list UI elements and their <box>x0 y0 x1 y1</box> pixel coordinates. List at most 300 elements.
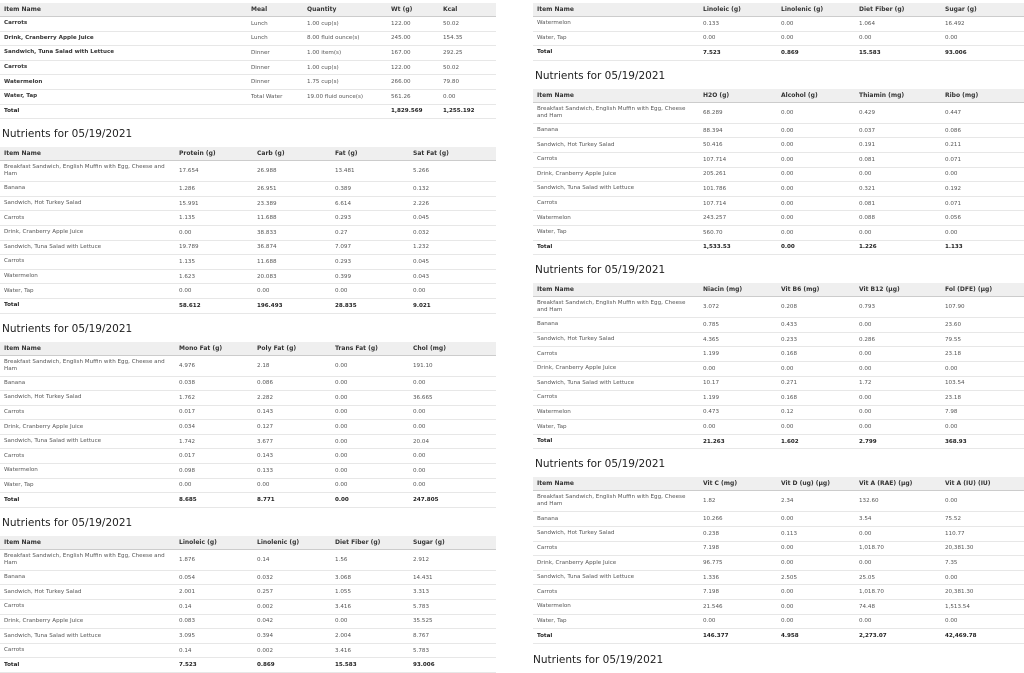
value-cell: 167.00 <box>387 46 439 61</box>
total-value: 1.226 <box>855 240 941 255</box>
total-value: 2,273.07 <box>855 629 941 644</box>
table-row <box>0 391 496 406</box>
value-cell: 0.00 <box>941 491 1024 512</box>
value-cell: 0.00 <box>777 182 855 197</box>
column-header[interactable]: H2O (g) <box>699 89 777 103</box>
value-cell: 0.088 <box>855 211 941 226</box>
value-cell: 0.00 <box>777 585 855 600</box>
column-header[interactable]: Vit D (ug) (µg) <box>777 477 855 491</box>
table-row <box>0 284 496 299</box>
table-row <box>533 347 1024 362</box>
value-cell: 0.133 <box>253 464 331 479</box>
value-cell: 0.00 <box>777 196 855 211</box>
value-cell: 36.874 <box>253 240 331 255</box>
value-cell: 0.00 <box>331 355 409 376</box>
table-row <box>0 89 496 104</box>
table-row <box>533 152 1024 167</box>
value-cell: 0.132 <box>409 182 496 197</box>
value-cell: 0.00 <box>699 420 777 435</box>
value-cell: 0.00 <box>855 361 941 376</box>
value-cell: Lunch <box>247 17 303 32</box>
value-cell: 15.991 <box>175 196 253 211</box>
value-cell: 68.289 <box>699 102 777 123</box>
total-value <box>247 104 303 119</box>
value-cell: 0.785 <box>699 318 777 333</box>
total-row <box>533 434 1024 449</box>
total-value: 8.685 <box>175 493 253 508</box>
value-cell: 0.14 <box>253 549 331 570</box>
value-cell: 2.18 <box>253 355 331 376</box>
table-row <box>0 31 496 46</box>
value-cell: 0.00 <box>855 167 941 182</box>
value-cell: 26.951 <box>253 182 331 197</box>
table-row <box>533 17 1024 32</box>
table-row <box>0 405 496 420</box>
table-row <box>533 556 1024 571</box>
column-header[interactable]: Sugar (g) <box>941 3 1024 17</box>
value-cell: 0.00 <box>941 167 1024 182</box>
value-cell: 0.00 <box>777 138 855 153</box>
table-row <box>0 17 496 32</box>
column-header[interactable]: Vit A (IU) (IU) <box>941 477 1024 491</box>
value-cell: 0.00 <box>699 614 777 629</box>
value-cell: 0.00 <box>855 391 941 406</box>
value-cell: 19.00 fluid ounce(s) <box>303 89 387 104</box>
value-cell: 1.623 <box>175 269 253 284</box>
meal-items-table <box>0 3 496 119</box>
table-row <box>533 196 1024 211</box>
value-cell: 107.714 <box>699 196 777 211</box>
value-cell: 3.068 <box>331 570 409 585</box>
column-header[interactable]: Linolenic (g) <box>777 3 855 17</box>
column-header[interactable]: Sugar (g) <box>409 536 496 550</box>
item-name-cell: Watermelon <box>533 405 699 420</box>
table-row <box>533 527 1024 542</box>
value-cell: 7.98 <box>941 405 1024 420</box>
table-row <box>533 491 1024 512</box>
value-cell: 0.429 <box>855 102 941 123</box>
value-cell: 26.988 <box>253 161 331 182</box>
value-cell: 0.208 <box>777 297 855 318</box>
table-header-row <box>533 89 1024 103</box>
value-cell: 0.00 <box>331 391 409 406</box>
value-cell: 0.017 <box>175 449 253 464</box>
item-name-cell: Sandwich, Hot Turkey Salad <box>533 332 699 347</box>
value-cell: 101.786 <box>699 182 777 197</box>
table-row <box>533 420 1024 435</box>
item-name-cell: Watermelon <box>533 600 699 615</box>
value-cell: 154.35 <box>439 31 496 46</box>
value-cell: 0.081 <box>855 196 941 211</box>
total-value: 15.583 <box>331 658 409 673</box>
table-row <box>0 376 496 391</box>
item-name-cell: Watermelon <box>533 17 699 32</box>
value-cell: 96.775 <box>699 556 777 571</box>
column-header[interactable]: Item Name <box>533 477 699 491</box>
nutrient-table-continued <box>533 3 1024 61</box>
column-header[interactable]: Vit B6 (mg) <box>777 283 855 297</box>
value-cell: 0.00 <box>777 17 855 32</box>
value-cell: 0.00 <box>777 167 855 182</box>
value-cell: 0.00 <box>855 31 941 46</box>
value-cell: 1.82 <box>699 491 777 512</box>
table-row <box>0 225 496 240</box>
column-header[interactable]: Carb (g) <box>253 147 331 161</box>
value-cell: 0.192 <box>941 182 1024 197</box>
value-cell: 266.00 <box>387 75 439 90</box>
value-cell: 0.00 <box>699 31 777 46</box>
table-row <box>0 478 496 493</box>
value-cell: 5.266 <box>409 161 496 182</box>
column-header[interactable]: Item Name <box>0 147 175 161</box>
value-cell: 7.198 <box>699 585 777 600</box>
item-name-cell: Sandwich, Hot Turkey Salad <box>0 585 175 600</box>
total-row <box>533 46 1024 61</box>
value-cell: 11.688 <box>253 255 331 270</box>
value-cell: 1.876 <box>175 549 253 570</box>
table-row <box>0 240 496 255</box>
value-cell: 0.00 <box>777 512 855 527</box>
value-cell: 292.25 <box>439 46 496 61</box>
value-cell: 0.083 <box>175 614 253 629</box>
value-cell: 75.52 <box>941 512 1024 527</box>
value-cell: 0.00 <box>777 211 855 226</box>
table-header-row <box>0 3 496 17</box>
column-header[interactable]: Item Name <box>0 3 247 17</box>
column-header[interactable]: Linoleic (g) <box>175 536 253 550</box>
column-header[interactable]: Item Name <box>533 3 699 17</box>
table-row <box>533 225 1024 240</box>
value-cell: 0.017 <box>175 405 253 420</box>
value-cell: 0.00 <box>941 570 1024 585</box>
column-header[interactable]: Thiamin (mg) <box>855 89 941 103</box>
nutrient-table <box>0 147 496 313</box>
value-cell: 0.168 <box>777 347 855 362</box>
table-row <box>533 138 1024 153</box>
value-cell: 0.00 <box>777 600 855 615</box>
column-header[interactable]: Meal <box>247 3 303 17</box>
column-header[interactable]: Mono Fat (g) <box>175 342 253 356</box>
value-cell: 0.056 <box>941 211 1024 226</box>
total-value: 58.612 <box>175 298 253 313</box>
table-row <box>0 269 496 284</box>
table-row <box>533 102 1024 123</box>
table-header-row <box>533 3 1024 17</box>
total-row <box>0 493 496 508</box>
value-cell: 132.60 <box>855 491 941 512</box>
value-cell: 0.473 <box>699 405 777 420</box>
section-title: Nutrients for 05/19/2021 <box>535 458 666 471</box>
value-cell: Dinner <box>247 46 303 61</box>
value-cell: 3.54 <box>855 512 941 527</box>
value-cell: 23.18 <box>941 347 1024 362</box>
column-header[interactable]: Vit A (RAE) (µg) <box>855 477 941 491</box>
value-cell: 0.00 <box>409 464 496 479</box>
total-label: Total <box>0 658 175 673</box>
table-row <box>533 123 1024 138</box>
table-header-row <box>0 147 496 161</box>
value-cell: 50.02 <box>439 60 496 75</box>
value-cell: 0.389 <box>331 182 409 197</box>
column-header[interactable]: Item Name <box>533 89 699 103</box>
value-cell: 1.199 <box>699 391 777 406</box>
item-name-cell: Banana <box>0 376 175 391</box>
value-cell: 0.00 <box>941 420 1024 435</box>
item-name-cell: Breakfast Sandwich, English Muffin with Egg, Cheese and Ham <box>533 297 699 318</box>
value-cell: Dinner <box>247 75 303 90</box>
value-cell: 1,513.54 <box>941 600 1024 615</box>
column-header[interactable]: Chol (mg) <box>409 342 496 356</box>
item-name-cell: Water, Tap <box>0 89 247 104</box>
table-row <box>533 297 1024 318</box>
table-row <box>533 211 1024 226</box>
value-cell: 0.238 <box>699 527 777 542</box>
column-header[interactable]: Poly Fat (g) <box>253 342 331 356</box>
value-cell: 0.00 <box>331 284 409 299</box>
value-cell: 2.505 <box>777 570 855 585</box>
table-header-row <box>0 342 496 356</box>
column-header[interactable]: Wt (g) <box>387 3 439 17</box>
value-cell: 0.043 <box>409 269 496 284</box>
value-cell: 1.055 <box>331 585 409 600</box>
table-row <box>533 585 1024 600</box>
column-header[interactable]: Diet Fiber (g) <box>855 3 941 17</box>
value-cell: 0.12 <box>777 405 855 420</box>
value-cell: Lunch <box>247 31 303 46</box>
section-title: Nutrients for 05/19/2021 <box>535 264 666 277</box>
value-cell: 0.127 <box>253 420 331 435</box>
value-cell: 1.00 cup(s) <box>303 60 387 75</box>
column-header[interactable]: Fat (g) <box>331 147 409 161</box>
item-name-cell: Sandwich, Hot Turkey Salad <box>533 527 699 542</box>
value-cell: 35.525 <box>409 614 496 629</box>
column-header[interactable]: Sat Fat (g) <box>409 147 496 161</box>
value-cell: 0.293 <box>331 211 409 226</box>
table-header-row <box>533 477 1024 491</box>
total-value: 1.133 <box>941 240 1024 255</box>
total-value: 0.869 <box>253 658 331 673</box>
column-header[interactable]: Fol (DFE) (µg) <box>941 283 1024 297</box>
item-name-cell: Drink, Cranberry Apple Juice <box>0 225 175 240</box>
value-cell: 0.038 <box>175 376 253 391</box>
table-row <box>0 629 496 644</box>
column-header[interactable]: Protein (g) <box>175 147 253 161</box>
total-label: Total <box>533 629 699 644</box>
value-cell: 1.199 <box>699 347 777 362</box>
table-row <box>0 464 496 479</box>
total-label: Total <box>533 434 699 449</box>
value-cell: 1,018.70 <box>855 541 941 556</box>
item-name-cell: Watermelon <box>533 211 699 226</box>
value-cell: 1.232 <box>409 240 496 255</box>
value-cell: 0.321 <box>855 182 941 197</box>
total-value: 21.263 <box>699 434 777 449</box>
value-cell: 2.004 <box>331 629 409 644</box>
value-cell: 3.095 <box>175 629 253 644</box>
total-value: 93.006 <box>941 46 1024 61</box>
column-header[interactable]: Linolenic (g) <box>253 536 331 550</box>
value-cell: 0.271 <box>777 376 855 391</box>
value-cell: 0.00 <box>409 405 496 420</box>
value-cell: 0.00 <box>941 225 1024 240</box>
item-name-cell: Carrots <box>533 347 699 362</box>
value-cell: 0.00 <box>941 361 1024 376</box>
column-header[interactable]: Trans Fat (g) <box>331 342 409 356</box>
value-cell: 79.55 <box>941 332 1024 347</box>
value-cell: Total Water <box>247 89 303 104</box>
value-cell: 0.00 <box>331 449 409 464</box>
value-cell: 0.00 <box>331 464 409 479</box>
value-cell: 0.00 <box>331 434 409 449</box>
column-header[interactable]: Alcohol (g) <box>777 89 855 103</box>
value-cell: 1.762 <box>175 391 253 406</box>
column-header[interactable]: Diet Fiber (g) <box>331 536 409 550</box>
value-cell: 0.00 <box>941 614 1024 629</box>
value-cell: 0.143 <box>253 449 331 464</box>
value-cell: 191.10 <box>409 355 496 376</box>
value-cell: 2.001 <box>175 585 253 600</box>
item-name-cell: Carrots <box>533 152 699 167</box>
section-title: Nutrients for 05/19/2021 <box>533 653 664 666</box>
table-row <box>0 549 496 570</box>
value-cell: 0.00 <box>699 361 777 376</box>
item-name-cell: Carrots <box>0 600 175 615</box>
column-header[interactable]: Linoleic (g) <box>699 3 777 17</box>
value-cell: 107.714 <box>699 152 777 167</box>
value-cell: 0.399 <box>331 269 409 284</box>
item-name-cell: Banana <box>0 182 175 197</box>
nutrient-table <box>533 89 1024 255</box>
value-cell: 0.00 <box>855 556 941 571</box>
item-name-cell: Breakfast Sandwich, English Muffin with Egg, Cheese and Ham <box>0 549 175 570</box>
value-cell: 0.191 <box>855 138 941 153</box>
value-cell: 0.002 <box>253 643 331 658</box>
total-value: 1,829.569 <box>387 104 439 119</box>
item-name-cell: Breakfast Sandwich, English Muffin with Egg, Cheese and Ham <box>533 491 699 512</box>
value-cell: 0.00 <box>175 478 253 493</box>
item-name-cell: Water, Tap <box>0 478 175 493</box>
value-cell: 79.80 <box>439 75 496 90</box>
column-header[interactable]: Niacin (mg) <box>699 283 777 297</box>
value-cell: 0.00 <box>777 225 855 240</box>
value-cell: 0.00 <box>855 347 941 362</box>
item-name-cell: Watermelon <box>0 75 247 90</box>
table-row <box>0 600 496 615</box>
value-cell: 0.00 <box>777 541 855 556</box>
value-cell: 1.56 <box>331 549 409 570</box>
table-row <box>0 161 496 182</box>
value-cell: 0.032 <box>253 570 331 585</box>
value-cell: 0.143 <box>253 405 331 420</box>
total-value: 0.00 <box>331 493 409 508</box>
item-name-cell: Drink, Cranberry Apple Juice <box>0 420 175 435</box>
column-header[interactable]: Vit B12 (µg) <box>855 283 941 297</box>
table-row <box>0 570 496 585</box>
value-cell: 0.00 <box>409 420 496 435</box>
value-cell: 20,381.30 <box>941 585 1024 600</box>
value-cell: 3.416 <box>331 643 409 658</box>
value-cell: 0.00 <box>253 284 331 299</box>
item-name-cell: Carrots <box>533 391 699 406</box>
total-value: 15.583 <box>855 46 941 61</box>
total-row <box>0 658 496 673</box>
value-cell: 7.35 <box>941 556 1024 571</box>
value-cell: 1.336 <box>699 570 777 585</box>
nutrient-table <box>0 342 496 508</box>
total-label: Total <box>0 298 175 313</box>
column-header[interactable]: Ribo (mg) <box>941 89 1024 103</box>
total-row <box>533 629 1024 644</box>
value-cell: 0.00 <box>855 527 941 542</box>
column-header[interactable]: Item Name <box>533 283 699 297</box>
value-cell: 0.00 <box>331 405 409 420</box>
value-cell: 1,018.70 <box>855 585 941 600</box>
column-header[interactable]: Quantity <box>303 3 387 17</box>
total-value: 1,533.53 <box>699 240 777 255</box>
value-cell: 0.00 <box>409 449 496 464</box>
value-cell: 23.389 <box>253 196 331 211</box>
value-cell: 0.071 <box>941 152 1024 167</box>
section-title: Nutrients for 05/19/2021 <box>535 69 666 82</box>
column-header[interactable]: Vit C (mg) <box>699 477 777 491</box>
table-row <box>533 570 1024 585</box>
value-cell: 20,381.30 <box>941 541 1024 556</box>
column-header[interactable]: Item Name <box>0 342 175 356</box>
value-cell: 1.00 cup(s) <box>303 17 387 32</box>
table-row <box>0 46 496 61</box>
item-name-cell: Watermelon <box>0 269 175 284</box>
total-value: 0.869 <box>777 46 855 61</box>
item-name-cell: Carrots <box>0 60 247 75</box>
table-row <box>533 405 1024 420</box>
value-cell: 0.00 <box>855 225 941 240</box>
value-cell: 0.00 <box>331 478 409 493</box>
table-row <box>533 512 1024 527</box>
total-value: 8.771 <box>253 493 331 508</box>
item-name-cell: Drink, Cranberry Apple Juice <box>533 167 699 182</box>
value-cell: 0.00 <box>439 89 496 104</box>
value-cell: 107.90 <box>941 297 1024 318</box>
table-row <box>533 31 1024 46</box>
value-cell: 25.05 <box>855 570 941 585</box>
item-name-cell: Water, Tap <box>533 614 699 629</box>
left-column <box>0 0 496 673</box>
total-label: Total <box>0 104 247 119</box>
item-name-cell: Sandwich, Hot Turkey Salad <box>533 138 699 153</box>
column-header[interactable]: Kcal <box>439 3 496 17</box>
item-name-cell: Sandwich, Tuna Salad with Lettuce <box>0 240 175 255</box>
value-cell: 14.431 <box>409 570 496 585</box>
total-value: 2.799 <box>855 434 941 449</box>
item-name-cell: Carrots <box>0 449 175 464</box>
table-row <box>0 585 496 600</box>
value-cell: 0.045 <box>409 255 496 270</box>
column-header[interactable]: Item Name <box>0 536 175 550</box>
value-cell: 16.492 <box>941 17 1024 32</box>
section-title: Nutrients for 05/19/2021 <box>2 322 133 335</box>
value-cell: 0.071 <box>941 196 1024 211</box>
value-cell: 0.00 <box>777 361 855 376</box>
item-name-cell: Drink, Cranberry Apple Juice <box>533 361 699 376</box>
value-cell: 0.00 <box>777 556 855 571</box>
total-value: 0.00 <box>777 240 855 255</box>
value-cell: 20.083 <box>253 269 331 284</box>
table-row <box>533 167 1024 182</box>
item-name-cell: Banana <box>0 570 175 585</box>
value-cell: 0.081 <box>855 152 941 167</box>
value-cell: 0.034 <box>175 420 253 435</box>
table-header-row <box>0 536 496 550</box>
